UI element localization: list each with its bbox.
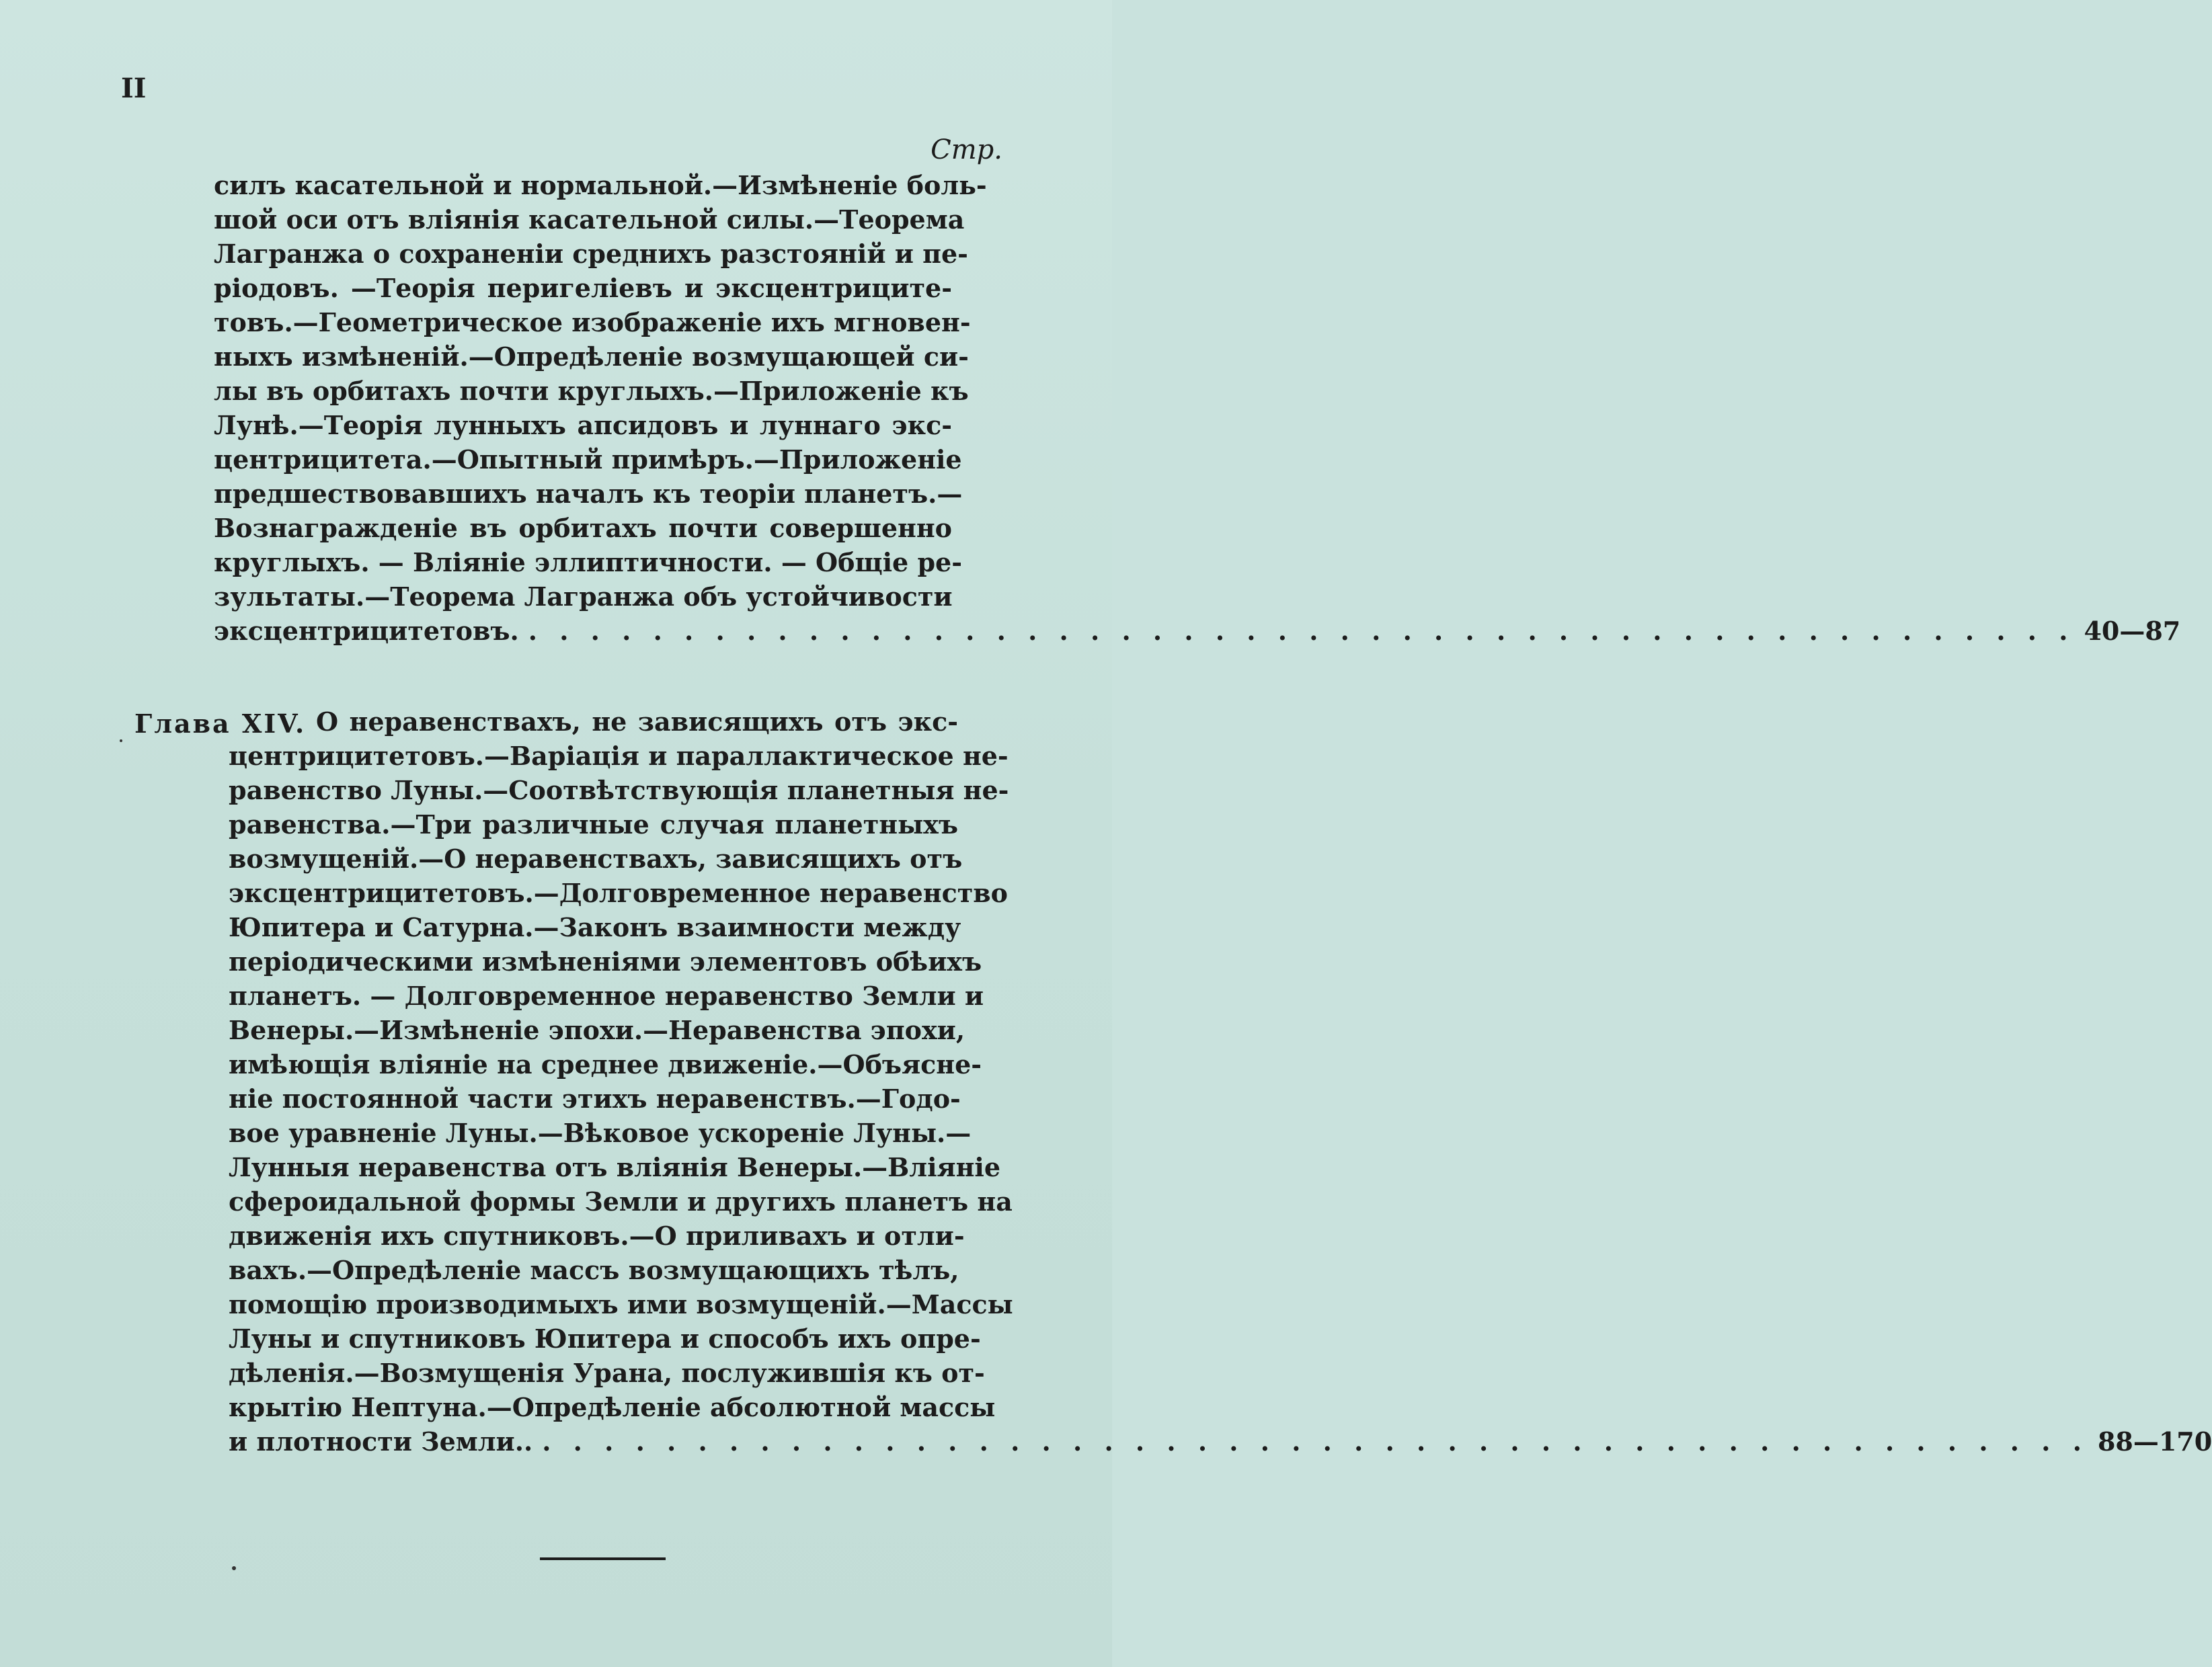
- toc-entry-2-line: вое уравненіе Луны.—Вѣковое ускореніе Луны.—: [229, 1118, 972, 1148]
- toc-entry-2-line: движенія ихъ спутниковъ.—О приливахъ и отли-: [229, 1221, 965, 1251]
- toc-entry-1-line: центрицитета.—Опытный примѣръ.—Приложеніе: [214, 444, 962, 475]
- toc-entry-2-line: равенства.—Три различные случая планетныхъ: [229, 809, 958, 840]
- toc-entry-2-line: равенство Луны.—Соотвѣтствующія планетныя не-: [229, 775, 1009, 805]
- toc-entry-2-line: дѣленія.—Возмущенія Урана, послужившія къ от-: [229, 1358, 985, 1388]
- toc-entry-2-line: крытію Нептуна.—Опредѣленіе абсолютной массы: [229, 1392, 996, 1422]
- toc-entry-2-line: Юпитера и Сатурна.—Законъ взаимности между: [229, 912, 961, 942]
- toc-entry-2: [229, 704, 2212, 1459]
- toc-entry-1-last-line: эксцентрицитетовъ.: [214, 616, 519, 646]
- toc-entry-1-leader-line: [214, 614, 2181, 648]
- toc-entry-1-line: Лунѣ.—Теорія лунныхъ апсидовъ и луннаго экс-: [214, 410, 952, 440]
- toc-entry-2-last-line: и плотности Земли..: [229, 1426, 533, 1457]
- toc-entry-1-line: Вознагражденіе въ орбитахъ почти совершенно: [214, 513, 952, 543]
- toc-entry-2-line: ніе постоянной части этихъ неравенствъ.—Годо-: [229, 1084, 961, 1114]
- print-speck: [120, 739, 122, 742]
- toc-entry-1-line: ныхъ измѣненій.—Опредѣленіе возмущающей си-: [214, 341, 969, 372]
- toc-entry-1-line: товъ.—Геометрическое изображеніе ихъ мгновен-: [214, 307, 971, 337]
- toc-entry-1-line: Лагранжа о сохраненіи среднихъ разстояній и пе-: [214, 239, 968, 269]
- toc-entry-2-line: Лунныя неравенства отъ вліянія Венеры.—Вліяніе: [229, 1152, 1001, 1182]
- toc-entry-2-line: вахъ.—Опредѣленіе массъ возмущающихъ тѣлъ,: [229, 1255, 959, 1285]
- section-end-rule: [540, 1557, 666, 1560]
- toc-entry-2-line: Луны и спутниковъ Юпитера и способъ ихъ опре-: [229, 1324, 981, 1354]
- leader-dots: . . . . . . . . . . . . . . . . . . . . . . . . . . . . . . . . . . . . . . . . . . . . . . . . . .: [542, 1426, 2088, 1457]
- toc-entry-1: [214, 168, 2181, 648]
- toc-entry-2-line: періодическими измѣненіями элементовъ обѣихъ: [229, 946, 982, 977]
- toc-entry-1-line: предшествовавшихъ началъ къ теоріи планетъ.—: [214, 479, 963, 509]
- toc-entry-1-pages: 40—87: [2084, 616, 2181, 646]
- page-number: II: [121, 73, 147, 104]
- toc-entry-1-line: силъ касательной и нормальной.—Измѣненіе боль-: [214, 170, 987, 200]
- toc-entry-2-line: центрицитетовъ.—Варіація и параллактическое не-: [229, 741, 1009, 771]
- toc-entry-2-line: О неравенствахъ, не зависящихъ отъ экс-: [316, 706, 958, 737]
- toc-entry-2-line: имѣющія вліяніе на среднее движеніе.—Объясне-: [229, 1049, 982, 1080]
- toc-entry-1-line: шой оси отъ вліянія касательной силы.—Теорема: [214, 204, 965, 235]
- toc-entry-2-pages: 88—170: [2097, 1426, 2212, 1457]
- chapter-heading: Глава XIV.: [134, 708, 307, 739]
- toc-entry-2-leader-line: [229, 1424, 2212, 1459]
- toc-entry-1-line: ріодовъ. —Теорія перигеліевъ и эксцентрицитe-: [214, 273, 952, 303]
- toc-entry-1-line: зультаты.—Теорема Лагранжа объ устойчивости: [214, 581, 953, 612]
- print-speck: [232, 1566, 236, 1570]
- toc-entry-2-line: Венеры.—Измѣненіе эпохи.—Неравенства эпохи,: [229, 1015, 965, 1045]
- toc-entry-2-line: возмущеній.—О неравенствахъ, зависящихъ отъ: [229, 844, 963, 874]
- toc-entry-1-line: лы въ орбитахъ почти круглыхъ.—Приложеніе къ: [214, 376, 969, 406]
- toc-entry-1-line: круглыхъ. — Вліяніе эллиптичности. — Общіе ре-: [214, 547, 962, 577]
- leader-dots: . . . . . . . . . . . . . . . . . . . . . . . . . . . . . . . . . . . . . . . . . . . . . . . . . .: [528, 616, 2075, 646]
- toc-entry-2-line: помощію производимыхъ ими возмущеній.—Массы: [229, 1289, 1013, 1319]
- column-header-pages: Стр.: [931, 134, 1002, 165]
- toc-entry-2-line: планетъ. — Долговременное неравенство Земли и: [229, 981, 984, 1011]
- toc-entry-2-line: сфероидальной формы Земли и другихъ планетъ на: [229, 1186, 1013, 1217]
- toc-entry-2-line: эксцентрицитетовъ.—Долговременное неравенство: [229, 878, 1009, 908]
